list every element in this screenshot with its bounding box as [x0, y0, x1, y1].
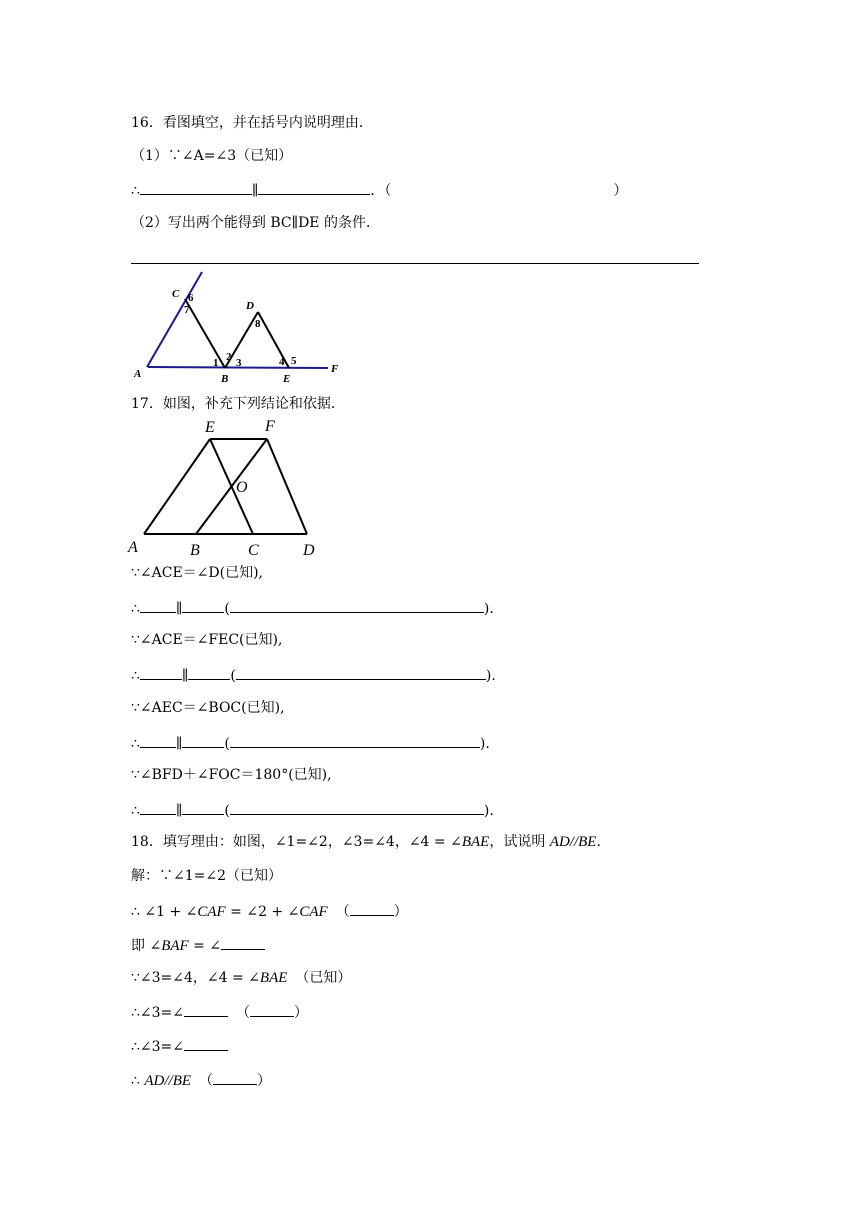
math-text: ∠4 = ∠ — [206, 970, 260, 986]
close-paren: ） — [294, 1005, 309, 1021]
q18-title-text: ，试说明 — [489, 834, 550, 850]
open-paren: （ — [335, 904, 350, 920]
label-4: 4 — [279, 356, 285, 368]
math-bae: BAE — [461, 834, 490, 850]
reason-blank[interactable] — [213, 1070, 257, 1085]
q17-answer-3 — [131, 733, 490, 753]
q17-answer-2 — [131, 665, 496, 685]
math-text: ∴ ∠1 + ∠ — [131, 904, 198, 920]
parallel-symbol: ∥ — [251, 183, 259, 199]
q17-given-2: ∵∠ACE＝∠FEC(已知), — [131, 632, 283, 648]
close-paren: ） — [613, 183, 628, 199]
ray-ac — [147, 272, 202, 367]
q17-given-1: ∵∠ACE＝∠D(已知), — [131, 565, 264, 581]
close-paren: ） — [257, 1073, 272, 1089]
open-paren: （ — [236, 1005, 251, 1021]
parallel-symbol: ∥ — [181, 668, 189, 684]
answer-blank[interactable] — [184, 1036, 228, 1051]
given-note: （已知） — [295, 970, 352, 986]
reason-blank[interactable] — [230, 733, 480, 748]
math-text: 即 ∠ — [131, 938, 162, 954]
segment-bf — [196, 439, 267, 534]
segment-cb — [185, 299, 225, 368]
angle-expression: ∠4 = ∠ — [408, 834, 462, 850]
answer-blank[interactable] — [258, 180, 370, 195]
answer-blank[interactable] — [182, 800, 224, 815]
q18-line-3 — [131, 935, 265, 955]
label-a: A — [128, 539, 138, 556]
label-6: 6 — [188, 292, 194, 304]
q16-part1: （1）∵∠A=∠3（已知） — [131, 148, 293, 164]
parallel-symbol: ∥ — [175, 803, 183, 819]
q17-title: 17．如图，补充下列结论和依据． — [131, 396, 345, 412]
answer-blank[interactable] — [182, 598, 224, 613]
q16-title: 16．看图填空，并在括号内说明理由． — [131, 115, 373, 131]
q17-answer-4 — [131, 800, 494, 820]
answer-blank[interactable] — [182, 733, 224, 748]
reason-blank[interactable] — [230, 800, 484, 815]
q17-given-4: ∵∠BFD＋∠FOC＝180°(已知), — [131, 767, 332, 783]
close-paren: ). — [479, 736, 490, 752]
q16-answer-line — [131, 180, 627, 200]
label-f: F — [265, 418, 275, 435]
answer-blank[interactable] — [184, 1002, 228, 1017]
therefore-symbol: ∴ — [131, 183, 140, 199]
q18-line-7 — [131, 1070, 271, 1090]
label-1: 1 — [213, 357, 219, 369]
segment-fd — [267, 439, 307, 534]
label-c: C — [172, 288, 180, 300]
q17-given-3: ∵∠AEC＝∠BOC(已知), — [131, 700, 285, 716]
label-d: D — [303, 542, 315, 559]
reason-blank[interactable] — [230, 598, 484, 613]
q18-line-5 — [131, 1002, 308, 1022]
answer-blank[interactable] — [221, 935, 265, 950]
answer-blank[interactable] — [188, 665, 230, 680]
reason-blank[interactable] — [350, 901, 394, 916]
therefore-symbol: ∴ — [131, 803, 140, 819]
therefore-symbol: ∴ — [131, 668, 140, 684]
q18-line-2 — [131, 901, 408, 921]
label-f: F — [331, 363, 339, 375]
close-paren: ). — [485, 668, 496, 684]
therefore-symbol: ∴ — [131, 736, 140, 752]
label-a: A — [134, 368, 142, 380]
answer-rule-line[interactable] — [131, 263, 699, 264]
answer-blank[interactable] — [140, 800, 176, 815]
close-paren: ). — [483, 601, 494, 617]
label-8: 8 — [255, 318, 261, 330]
math-baf: BAF — [161, 938, 189, 954]
q17-figure — [126, 415, 326, 560]
reason-blank[interactable] — [250, 1002, 294, 1017]
q17-answer-1 — [131, 598, 494, 618]
answer-blank[interactable] — [140, 598, 176, 613]
q18-line-6 — [131, 1036, 228, 1056]
q18-title-end: ． — [596, 834, 611, 850]
q18-line-1: 解：∵∠1=∠2（已知） — [131, 868, 283, 884]
open-paren: ( — [224, 803, 230, 819]
label-2: 2 — [226, 351, 232, 363]
q18-line-4 — [131, 969, 351, 987]
math-bae: BAE — [259, 970, 288, 986]
label-3: 3 — [236, 357, 242, 369]
q18-title — [131, 833, 610, 851]
therefore-symbol: ∴ — [131, 1073, 145, 1089]
label-b: B — [190, 542, 200, 559]
parallel-symbol: ∥ — [175, 736, 183, 752]
math-ad-parallel-be: AD//BE — [549, 834, 597, 850]
close-paren: ） — [393, 904, 408, 920]
label-d: D — [246, 300, 254, 312]
reason-blank[interactable] — [236, 665, 486, 680]
label-7: 7 — [184, 304, 190, 316]
open-paren: ( — [224, 736, 230, 752]
label-e: E — [283, 373, 291, 385]
math-text: ∴∠3=∠ — [131, 1039, 185, 1055]
label-c: C — [248, 542, 259, 559]
math-text: = ∠2 + ∠ — [225, 904, 300, 920]
math-text: ∴∠3=∠ — [131, 1005, 185, 1021]
label-b: B — [221, 373, 229, 385]
close-paren: ). — [483, 803, 494, 819]
math-text: ∵∠3=∠4， — [131, 970, 207, 986]
segment-ae — [144, 439, 210, 534]
answer-blank[interactable] — [140, 180, 252, 195]
q18-title-text: 18．填写理由：如图，∠1=∠2，∠3=∠4， — [131, 834, 409, 850]
math-caf: CAF — [299, 904, 328, 920]
open-paren: ( — [224, 601, 230, 617]
math-text: = ∠ — [188, 938, 222, 954]
open-paren: ( — [230, 668, 236, 684]
answer-blank[interactable] — [140, 733, 176, 748]
parallel-symbol: ∥ — [175, 601, 183, 617]
q16-figure — [128, 268, 348, 388]
period-open: ．（ — [370, 183, 392, 199]
label-o: O — [236, 479, 248, 496]
q16-part2: （2）写出两个能得到 BC∥DE 的条件． — [131, 215, 380, 231]
label-e: E — [205, 419, 215, 436]
math-ad-parallel-be: AD//BE — [144, 1073, 192, 1089]
answer-blank[interactable] — [140, 665, 182, 680]
open-paren: （ — [199, 1073, 214, 1089]
label-5: 5 — [291, 355, 297, 367]
therefore-symbol: ∴ — [131, 601, 140, 617]
math-caf: CAF — [197, 904, 226, 920]
